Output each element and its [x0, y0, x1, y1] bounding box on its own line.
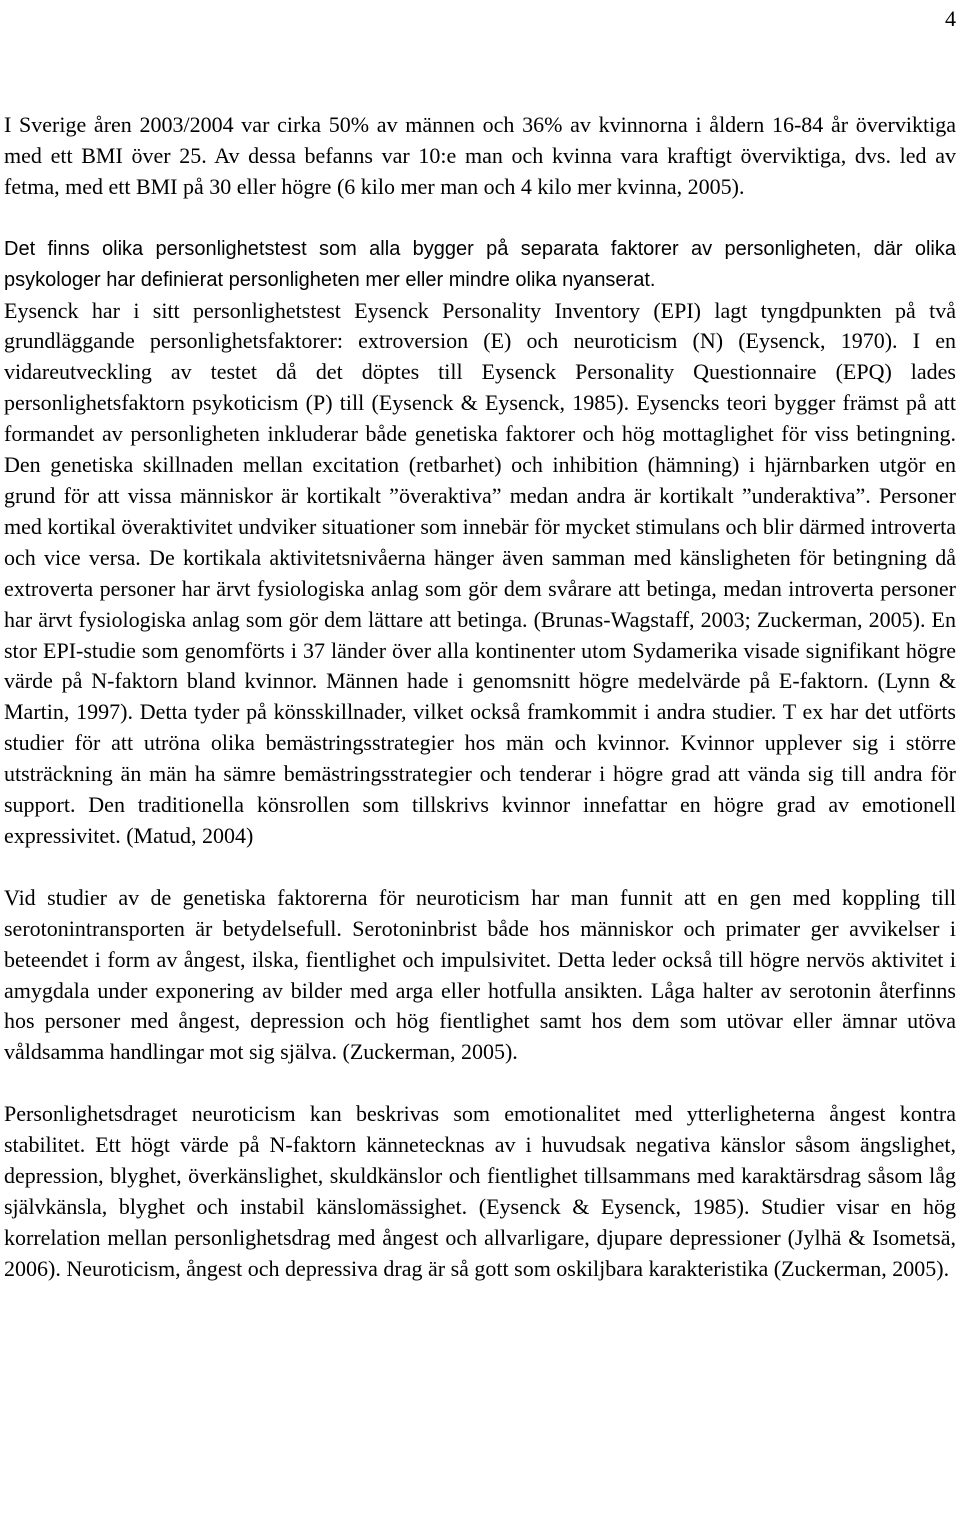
page-number: 4 [945, 6, 956, 31]
paragraph-personality-tests: Det finns olika personlighetstest som alla bygger på separata faktorer av personligheten, där olika psykologer har definierat personligheten mer eller mindre olika nyanserat. [4, 237, 956, 291]
paragraph-spacer [4, 1068, 956, 1099]
paragraph-neuroticism-trait: Personlighetsdraget neuroticism kan beskrivas som emotionalitet med ytterligheterna ångest kontra stabilitet. Ett högt värde på N-faktorn kännetecknas av i huvudsak negativa känslor såsom ängslighet, depression, blyghet, överkänslighet, skuldkänslor och fientlighet tillsammans med karaktärsdrag såsom låg självkänsla, blyghet och instabil känslomässighet. (Eysenck & Eysenck, 1985). Studier visar en hög korrelation mellan personlighetsdrag med ångest och allvarligare, djupare depressioner (Jylhä & Isometsä, 2006). Neuroticism, ångest och depressiva drag är så gott som oskiljbara karakteristika (Zuckerman, 2005). [4, 1101, 956, 1281]
paragraph-genetic-factors: Vid studier av de genetiska faktorerna för neuroticism har man funnit att en gen med koppling till serotonintransporten är betydelsefull. Serotoninbrist både hos människor och primater ger avvikelser i beteendet i form av ångest, ilska, fientlighet och impulsivitet. Detta leder också till högre nervös aktivitet i amygdala under exponering av bilder med arga eller hotfulla ansikten. Låga halter av serotonin återfinns hos personer med ångest, depression och hög fientlighet samt hos dem som utövar eller ämnar utöva våldsamma handlingar mot sig själva. (Zuckerman, 2005). [4, 884, 956, 1065]
paragraph-obesity-statistics: I Sverige åren 2003/2004 var cirka 50% av männen och 36% av kvinnorna i åldern 16-84 år överviktiga med ett BMI över 25. Av dessa befanns var 10:e man och kvinna vara kraftigt överviktiga, dvs. led av fetma, med ett BMI på 30 eller högre (6 kilo mer man och 4 kilo mer kvinna, 2005). [4, 112, 956, 199]
document-body [4, 110, 956, 1285]
paragraph-spacer [4, 203, 956, 234]
paragraph-eysenck-theory: Eysenck har i sitt personlighetstest Eysenck Personality Inventory (EPI) lagt tyngdpunkten på två grundläggande personlighetsfaktorer: extroversion (E) och neuroticism (N) (Eysenck, 1970). I en vidareutveckling av testet då det döptes till Eysenck Personality Questionnaire (EPQ) lades personlighetsfaktorn psykoticism (P) till (Eysenck & Eysenck, 1985). Eysencks teori bygger främst på att formandet av personligheten inkluderar både genetiska faktorer och hög mottaglighet för viss betingning. Den genetiska skillnaden mellan excitation (retbarhet) och inhibition (hämning) i hjärnbarken utgör en grund för att vissa människor är kortikalt ”överaktiva” medan andra är kortikalt ”underaktiva”. Personer med kortikal överaktivitet undviker situationer som innebär för mycket stimulans och blir därmed introverta och vice versa. De kortikala aktivitetsnivåerna hänger även samman med känsligheten för betingning då extroverta personer har ärvt fysiologiska anlag som gör dem svårare att betinga, medan introverta personer har ärvt fysiologiska anlag som gör dem lättare att betinga. (Brunas-Wagstaff, 2003; Zuckerman, 2005). En stor EPI-studie som genomförts i 37 länder över alla kontinenter utom Sydamerika visade signifikant högre värde på N-faktorn bland kvinnor. Männen hade i genomsnitt högre medelvärde på E-faktorn. (Lynn & Martin, 1997). Detta tyder på könsskillnader, vilket också framkommit i andra studier. T ex har det utförts studier för att utröna olika bemästringsstrategier hos män och kvinnor. Kvinnor upplever sig i större utsträckning än män ha sämre bemästringsstrategier och tenderar i högre grad att vända sig till andra för support. Den traditionella könsrollen som tillskrivs kvinnor innefattar en högre grad av emotionell expressivitet. (Matud, 2004) [4, 297, 956, 848]
paragraph-spacer [4, 852, 956, 883]
